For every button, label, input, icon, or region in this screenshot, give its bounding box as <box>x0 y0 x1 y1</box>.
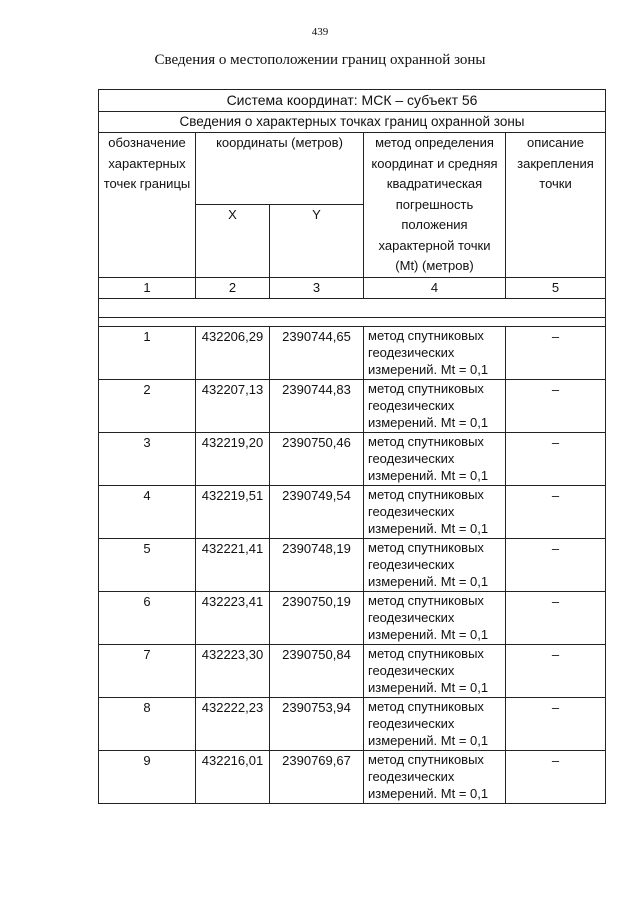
point-description: – <box>506 645 606 698</box>
method-line: измерений. Mt = 0,1 <box>368 362 489 377</box>
coord-y: 2390750,46 <box>270 433 364 486</box>
table-subtitle: Сведения о характерных точках границ охранной зоны <box>99 111 606 133</box>
method-line: метод спутниковых <box>368 646 484 661</box>
method-line: измерений. Mt = 0,1 <box>368 574 489 589</box>
header-coordinates: координаты (метров) <box>196 133 364 205</box>
point-number: 9 <box>99 751 196 804</box>
table-row <box>99 592 606 645</box>
method-line: геодезических <box>368 610 455 625</box>
method-line: геодезических <box>368 557 455 572</box>
column-number: 1 <box>99 277 196 299</box>
coord-x: 432222,23 <box>196 698 270 751</box>
coord-y: 2390753,94 <box>270 698 364 751</box>
coord-y: 2390769,67 <box>270 751 364 804</box>
method-line: измерений. Mt = 0,1 <box>368 521 489 536</box>
coord-y: 2390749,54 <box>270 486 364 539</box>
page-number: 439 <box>311 26 329 38</box>
method-line: метод спутниковых <box>368 540 484 555</box>
method-line: метод спутниковых <box>368 593 484 608</box>
coord-y: 2390744,65 <box>270 327 364 380</box>
point-method <box>364 751 506 804</box>
method-line: геодезических <box>368 504 455 519</box>
coord-y: 2390744,83 <box>270 380 364 433</box>
coord-x: 432216,01 <box>196 751 270 804</box>
spacer-cell <box>99 318 606 327</box>
point-method <box>364 433 506 486</box>
coord-y: 2390750,84 <box>270 645 364 698</box>
method-line: метод спутниковых <box>368 328 484 343</box>
table-body <box>99 90 606 804</box>
table-row <box>99 380 606 433</box>
method-line: измерений. Mt = 0,1 <box>368 468 489 483</box>
coord-x: 432219,51 <box>196 486 270 539</box>
coord-x: 432206,29 <box>196 327 270 380</box>
coord-y: 2390748,19 <box>270 539 364 592</box>
point-number: 2 <box>99 380 196 433</box>
point-description: – <box>506 380 606 433</box>
column-number: 4 <box>364 277 506 299</box>
coord-y: 2390750,19 <box>270 592 364 645</box>
spacer-row <box>99 318 606 327</box>
method-line: метод спутниковых <box>368 699 484 714</box>
column-number: 3 <box>270 277 364 299</box>
point-number: 1 <box>99 327 196 380</box>
method-line: метод спутниковых <box>368 381 484 396</box>
table-row <box>99 645 606 698</box>
coord-x: 432223,41 <box>196 592 270 645</box>
table-subtitle-row <box>99 111 606 133</box>
point-number: 8 <box>99 698 196 751</box>
empty-cell <box>99 299 606 318</box>
coordinate-system-row <box>99 90 606 112</box>
method-line: измерений. Mt = 0,1 <box>368 415 489 430</box>
empty-row <box>99 299 606 318</box>
method-line: метод спутниковых <box>368 752 484 767</box>
boundary-points-table <box>98 89 606 804</box>
method-line: геодезических <box>368 716 455 731</box>
point-description: – <box>506 592 606 645</box>
header-designation: обозначение характерных точек границы <box>99 133 196 278</box>
coordinate-system: Система координат: МСК – субъект 56 <box>99 90 606 112</box>
table-row <box>99 751 606 804</box>
document-title: Сведения о местоположении границ охранной зоны <box>154 52 486 68</box>
column-numbers-row <box>99 277 606 299</box>
point-number: 6 <box>99 592 196 645</box>
point-method <box>364 380 506 433</box>
point-number: 3 <box>99 433 196 486</box>
method-line: геодезических <box>368 398 455 413</box>
point-description: – <box>506 698 606 751</box>
coord-x: 432219,20 <box>196 433 270 486</box>
point-method <box>364 645 506 698</box>
coord-x: 432207,13 <box>196 380 270 433</box>
header-method: метод определения координат и средняя квадратическая погрешность положения характерной точки (Mt) (метров) <box>364 133 506 278</box>
coord-x: 432223,30 <box>196 645 270 698</box>
point-number: 7 <box>99 645 196 698</box>
point-description: – <box>506 486 606 539</box>
point-method <box>364 327 506 380</box>
point-method <box>364 486 506 539</box>
header-description: описание закрепления точки <box>506 133 606 278</box>
table-row <box>99 698 606 751</box>
header-y: Y <box>270 205 364 277</box>
point-number: 5 <box>99 539 196 592</box>
point-description: – <box>506 327 606 380</box>
method-line: измерений. Mt = 0,1 <box>368 733 489 748</box>
point-description: – <box>506 539 606 592</box>
method-line: геодезических <box>368 345 455 360</box>
table-row <box>99 486 606 539</box>
table-row <box>99 433 606 486</box>
point-description: – <box>506 751 606 804</box>
method-line: измерений. Mt = 0,1 <box>368 786 489 801</box>
method-line: геодезических <box>368 663 455 678</box>
point-description: – <box>506 433 606 486</box>
table-row <box>99 327 606 380</box>
point-method <box>364 592 506 645</box>
point-method <box>364 539 506 592</box>
method-line: измерений. Mt = 0,1 <box>368 627 489 642</box>
method-line: геодезических <box>368 451 455 466</box>
header-x: X <box>196 205 270 277</box>
table-row <box>99 539 606 592</box>
column-number: 2 <box>196 277 270 299</box>
method-line: метод спутниковых <box>368 487 484 502</box>
method-line: геодезических <box>368 769 455 784</box>
method-line: метод спутниковых <box>368 434 484 449</box>
point-method <box>364 698 506 751</box>
header-row <box>99 133 606 205</box>
coord-x: 432221,41 <box>196 539 270 592</box>
point-number: 4 <box>99 486 196 539</box>
column-number: 5 <box>506 277 606 299</box>
method-line: измерений. Mt = 0,1 <box>368 680 489 695</box>
